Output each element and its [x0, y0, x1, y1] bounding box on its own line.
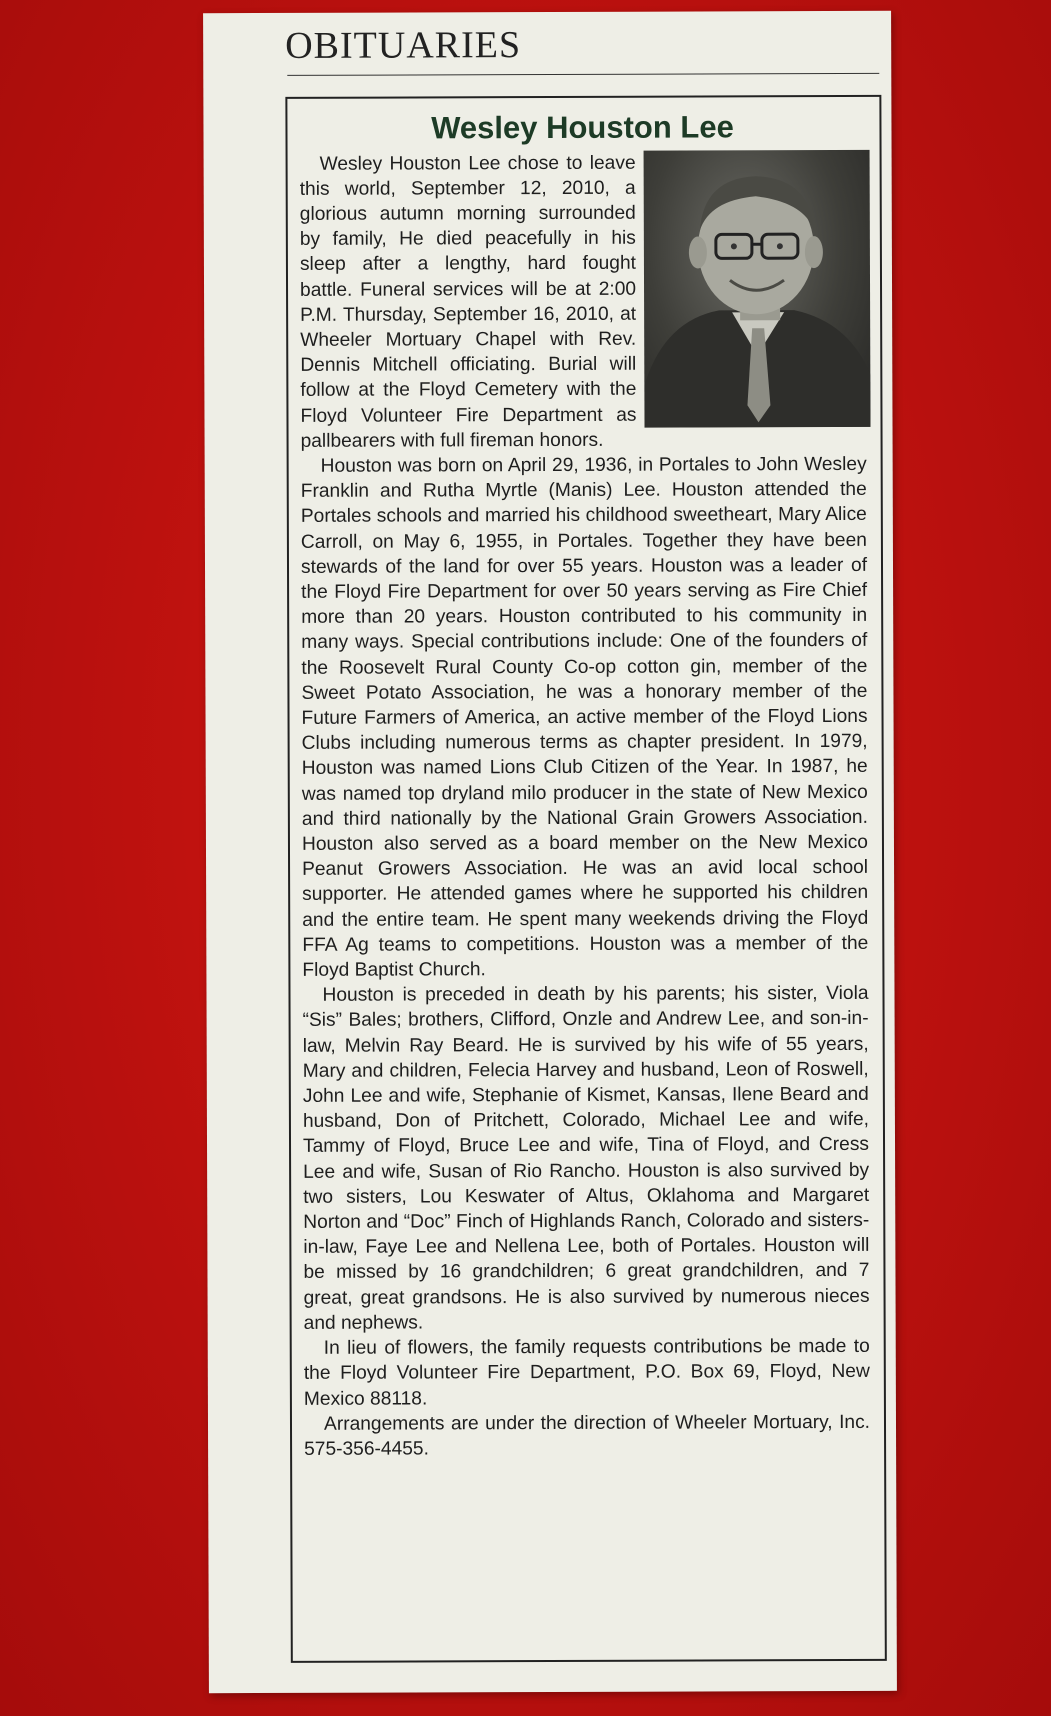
obituary-box [285, 95, 886, 1663]
obituary-paragraph: Houston was born on April 29, 1936, in Portales to John Wesley Franklin and Rutha Myrtle (Manis) Lee. Houston attended the Portales schools and married his childhood sweetheart, Mary Alice Carroll, on May 6, 1955, in Portales. Together they have been stewards of the land for over 55 years. Houston was a leader of the Floyd Fire Department for over 50 years serving as Fire Chief more than 20 years. Houston contributed to his community in many ways. Special contributions include: One of the founders of the Roosevelt Rural County Co-op cotton gin, member of the Sweet Potato Association, he was a honorary member of the Future Farmers of America, an active member of the Floyd Lions Clubs including numerous terms as chapter president. In 1979, Houston was named Lions Club Citizen of the Year. In 1987, he was named top dryland milo producer in the state of New Mexico and third nationally by the National Grain Growers Association. Houston also served as a board member on the New Mexico Peanut Growers Association. He was an avid local school supporter. He attended games where he supported his children and the entire team. He spent many weekends driving the Floyd FFA Ag teams to competitions. Houston was a member of the Floyd Baptist Church. [300, 453, 869, 981]
newspaper-clipping [203, 11, 897, 1693]
obituary-paragraph: Wesley Houston Lee chose to leave this world, September 12, 2010, a glorious autumn morning surrounded by family, He died peacefully in his sleep after a lengthy, hard fought battle. Funeral services will be at 2:00 P.M. Thursday, September 16, 2010, at Wheeler Mortuary Chapel with Rev. Dennis Mitchell officiating. Burial will follow at the Floyd Cemetery with the Floyd Volunteer Fire Department as pallbearers with full fireman honors. [299, 152, 637, 452]
obituary-body [300, 149, 871, 1462]
portrait-photo [644, 149, 871, 427]
section-title: OBITUARIES [285, 24, 522, 67]
obituary-name: Wesley Houston Lee [431, 109, 734, 146]
obituary-paragraph: Houston is preceded in death by his parents; his sister, Viola “Sis” Bales; brothers, Clifford, Onzle and Andrew Lee, and son-in-law, Melvin Ray Beard. He is survived by his wife of 55 years, Mary and children, Felecia Harvey and husband, Leon of Roswell, John Lee and wife, Stephanie of Kismet, Kansas, Ilene Beard and husband, Don of Pritchett, Colorado, Michael Lee and wife, Tammy of Floyd, Bruce Lee and wife, Tina of Floyd, and Cress Lee and wife, Susan of Rio Rancho. Houston is also survived by two sisters, Lou Keswater of Altus, Oklahoma and Margaret Norton and “Doc” Finch of Highlands Ranch, Colorado and sisters-in-law, Faye Lee and Nellena Lee, both of Portales. Houston will be missed by 16 grandchildren; 6 great grandchildren, and 7 great, great grandsons. He is also survived by numerous nieces and nephews. [302, 983, 870, 1334]
title-divider [287, 73, 879, 76]
obituary-paragraph: In lieu of flowers, the family requests contributions be made to the Floyd Volunteer Fire Department, P.O. Box 69, Floyd, New Mexico 88118. [303, 1335, 870, 1410]
portrait-photo-icon [644, 149, 871, 427]
obituary-paragraph: Arrangements are under the direction of Wheeler Mortuary, Inc. 575-356-4455. [304, 1411, 871, 1460]
